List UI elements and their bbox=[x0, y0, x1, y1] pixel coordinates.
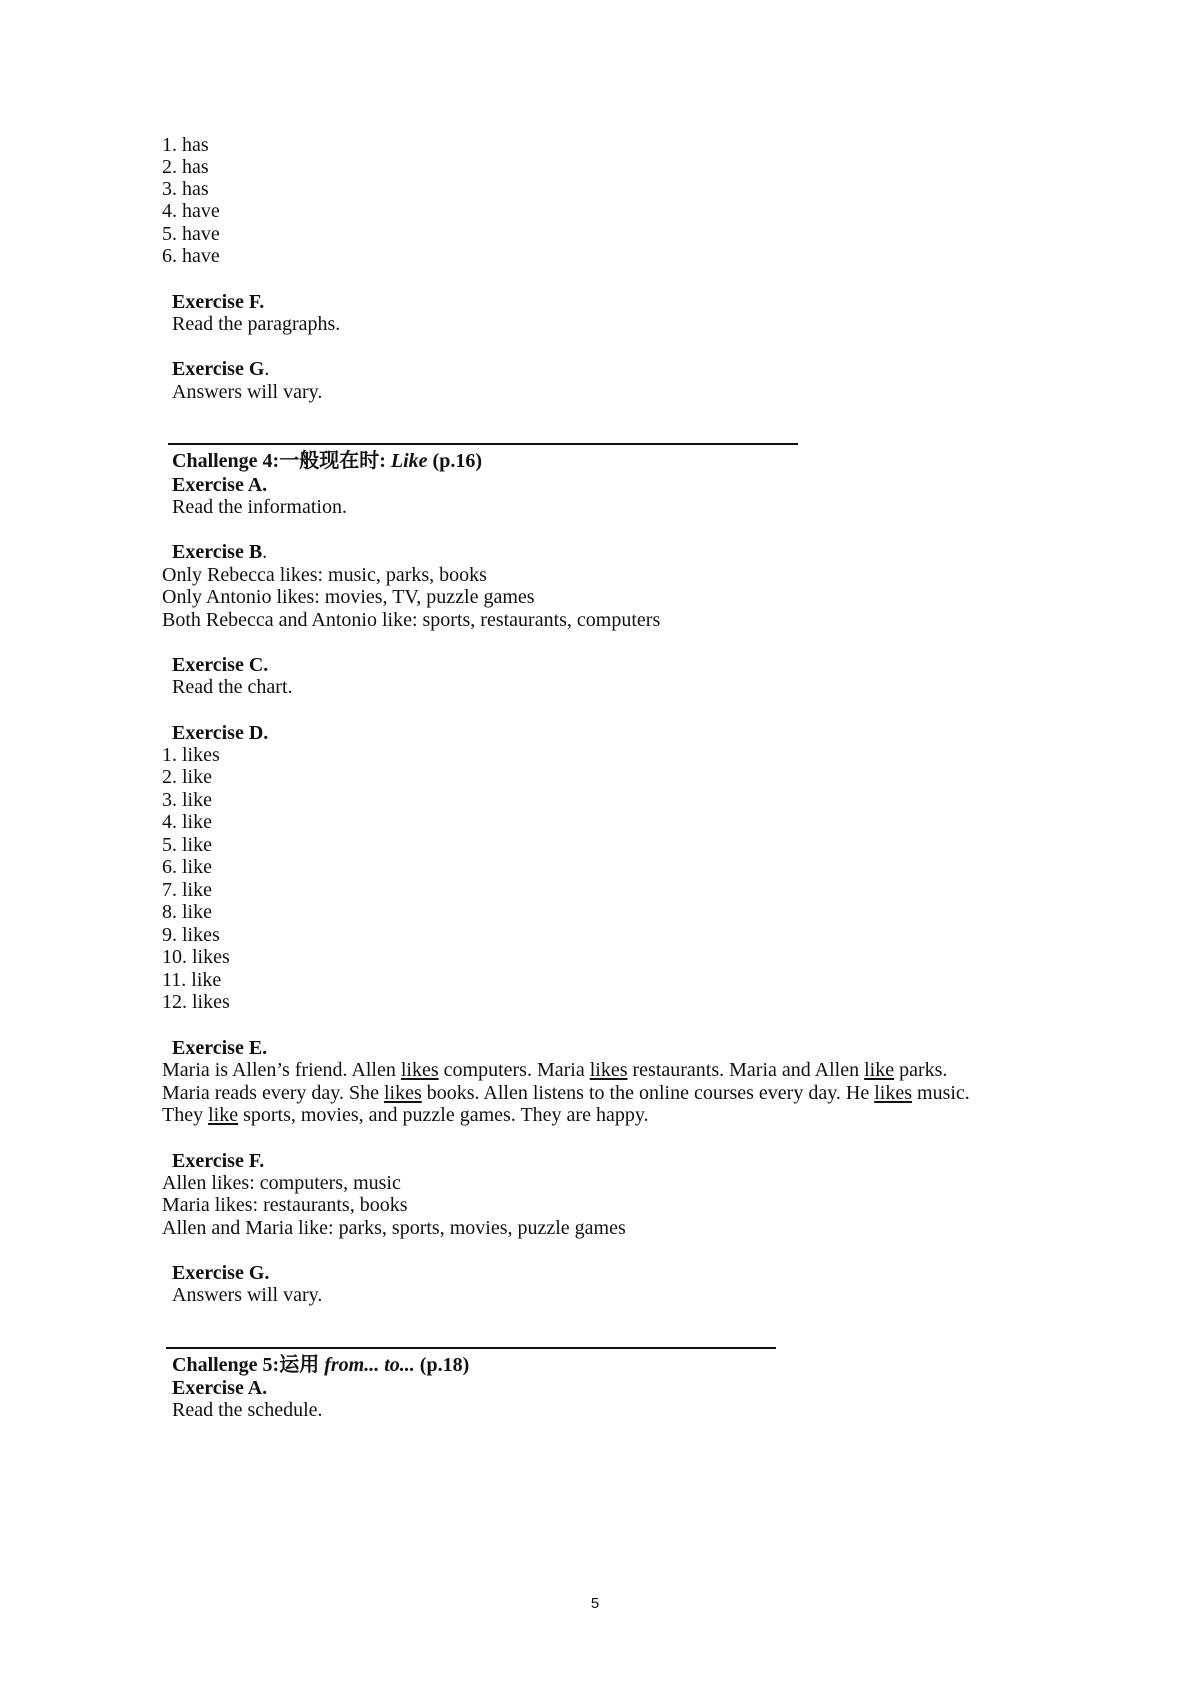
answer-item: 4. like bbox=[162, 811, 212, 833]
exercise-heading: Exercise A. bbox=[172, 474, 268, 496]
exercise-heading bbox=[172, 540, 267, 564]
heading-period: . bbox=[264, 358, 270, 380]
exercise-heading: Exercise C. bbox=[172, 654, 269, 676]
answer-item: 3. has bbox=[162, 178, 209, 200]
challenge-title: Challenge 5:运用 bbox=[172, 1354, 325, 1376]
paragraph-line bbox=[162, 1103, 649, 1127]
text-run: Maria is Allen’s friend. Allen bbox=[162, 1059, 401, 1081]
text-run: books. Allen listens to the online courses every day. He bbox=[421, 1082, 875, 1104]
page-number: 5 bbox=[590, 1595, 600, 1612]
answer-item: 1. has bbox=[162, 134, 209, 156]
answer-item: 7. like bbox=[162, 879, 212, 901]
exercise-heading bbox=[172, 357, 269, 381]
underlined-verb: like bbox=[208, 1104, 239, 1126]
text-run: music. bbox=[912, 1082, 970, 1104]
answer-item: 10. likes bbox=[162, 946, 230, 968]
exercise-heading: Exercise G. bbox=[172, 1262, 270, 1284]
answer-item: 5. like bbox=[162, 834, 212, 856]
answer-item: 4. have bbox=[162, 200, 220, 222]
challenge-title-italic: from... to... bbox=[324, 1354, 415, 1376]
challenge-page-ref: (p.18) bbox=[414, 1354, 470, 1376]
answer-line: Allen and Maria like: parks, sports, movies, puzzle games bbox=[162, 1217, 626, 1239]
answer-item: 2. has bbox=[162, 156, 209, 178]
exercise-heading: Exercise E. bbox=[172, 1037, 268, 1059]
answer-item: 9. likes bbox=[162, 924, 220, 946]
text-run: parks. bbox=[894, 1059, 948, 1081]
text-run: Maria reads every day. She bbox=[162, 1082, 384, 1104]
answer-line: Maria likes: restaurants, books bbox=[162, 1194, 408, 1216]
answer-item: 12. likes bbox=[162, 991, 230, 1013]
answer-item: 6. like bbox=[162, 856, 212, 878]
answer-item: 1. likes bbox=[162, 744, 220, 766]
answer-item: 6. have bbox=[162, 245, 220, 267]
challenge-title-italic: Like bbox=[390, 450, 428, 472]
exercise-body: Read the chart. bbox=[172, 676, 293, 698]
section-divider bbox=[166, 1347, 776, 1349]
answer-item: 5. have bbox=[162, 223, 220, 245]
text-run: They bbox=[162, 1104, 209, 1126]
answer-item: 3. like bbox=[162, 789, 212, 811]
challenge-heading bbox=[172, 1353, 469, 1377]
exercise-heading-text: Exercise B bbox=[172, 541, 263, 563]
answer-line: Only Rebecca likes: music, parks, books bbox=[162, 564, 487, 586]
challenge-page-ref: (p.16) bbox=[427, 450, 482, 472]
exercise-body: Answers will vary. bbox=[172, 1284, 323, 1306]
underlined-verb: likes bbox=[874, 1082, 913, 1104]
exercise-heading: Exercise F. bbox=[172, 1150, 265, 1172]
challenge-heading bbox=[172, 449, 482, 473]
section-divider bbox=[168, 443, 798, 445]
text-run: sports, movies, and puzzle games. They are happy. bbox=[238, 1104, 649, 1126]
exercise-heading: Exercise A. bbox=[172, 1377, 268, 1399]
answer-item: 2. like bbox=[162, 766, 212, 788]
paragraph-line bbox=[162, 1081, 970, 1105]
exercise-heading: Exercise F. bbox=[172, 291, 265, 313]
answer-line: Only Antonio likes: movies, TV, puzzle games bbox=[162, 586, 535, 608]
exercise-heading-text: Exercise G bbox=[172, 358, 265, 380]
underlined-verb: like bbox=[864, 1059, 895, 1081]
exercise-body: Read the paragraphs. bbox=[172, 313, 341, 335]
answer-item: 11. like bbox=[162, 969, 222, 991]
exercise-body: Read the schedule. bbox=[172, 1399, 323, 1421]
answer-line: Allen likes: computers, music bbox=[162, 1172, 401, 1194]
challenge-title: Challenge 4:一般现在时: bbox=[172, 450, 391, 472]
text-run: restaurants. Maria and Allen bbox=[627, 1059, 865, 1081]
underlined-verb: likes bbox=[400, 1059, 439, 1081]
heading-period: . bbox=[262, 541, 268, 563]
answer-item: 8. like bbox=[162, 901, 212, 923]
exercise-heading: Exercise D. bbox=[172, 722, 269, 744]
text-run: computers. Maria bbox=[438, 1059, 590, 1081]
paragraph-line bbox=[162, 1058, 947, 1082]
answer-line: Both Rebecca and Antonio like: sports, restaurants, computers bbox=[162, 609, 661, 631]
exercise-body: Answers will vary. bbox=[172, 381, 323, 403]
exercise-body: Read the information. bbox=[172, 496, 347, 518]
underlined-verb: likes bbox=[383, 1082, 422, 1104]
underlined-verb: likes bbox=[589, 1059, 628, 1081]
